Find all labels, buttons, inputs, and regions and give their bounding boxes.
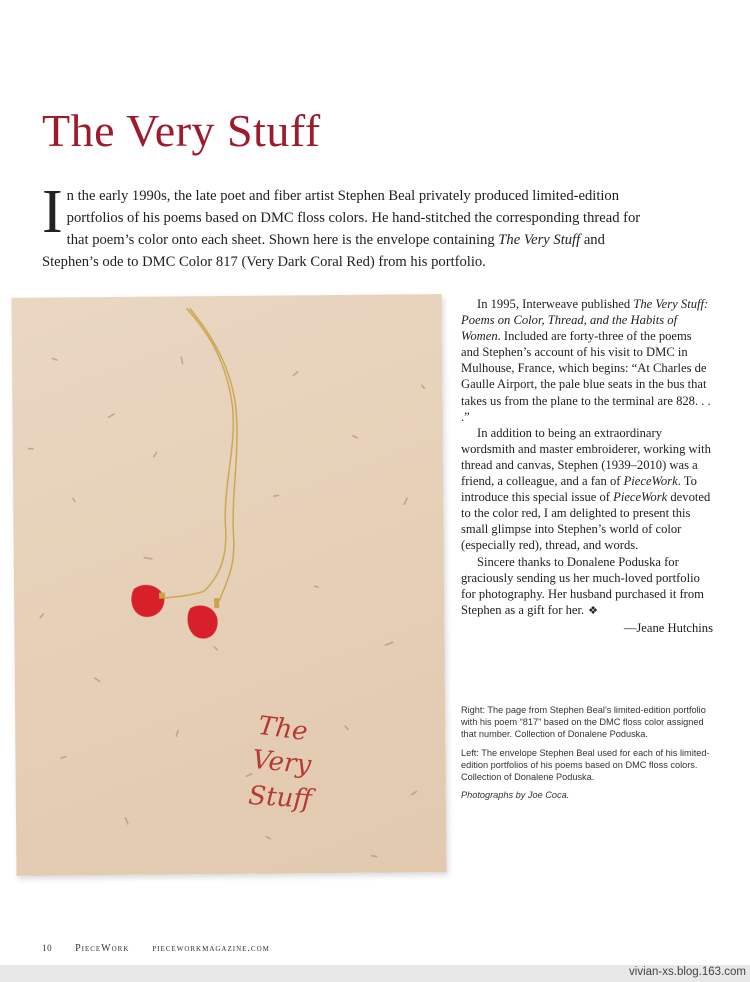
intro-paragraph	[42, 178, 642, 273]
p2-magazine-2: PieceWork	[613, 490, 668, 505]
watermark-bar	[0, 965, 750, 982]
red-tassels	[131, 584, 219, 639]
article-title: The Very Stuff	[42, 105, 321, 156]
end-mark-icon: ❖	[588, 604, 598, 617]
handwriting-line-1: The	[256, 710, 310, 748]
p1-text-b: . Included are forty-three of the poems and Stephen’s account of his visit to DMC in Mulhouse, France, which begins: “At Charles de Gaulle Airport, the pale blue seats in the bus that takes us from the plane to the terminal are 828. . . .”	[461, 329, 711, 424]
photo-captions	[461, 704, 713, 807]
envelope-photo	[0, 296, 450, 886]
magazine-name: PieceWork	[75, 943, 130, 954]
drop-cap: I	[42, 178, 63, 246]
watermark-text: vivian-xs.blog.163.com	[629, 966, 746, 978]
article-body	[461, 296, 713, 636]
p3-text: Sincere thanks to Donalene Poduska for graciously sending us her much-loved portfolio for photography. Her husband purchased it from Stephen as a gift for her.	[461, 554, 704, 617]
p1-text-a: In 1995, Interweave published	[477, 297, 634, 311]
photo-credit: Photographs by Joe Coca.	[461, 790, 570, 801]
page-number: 10	[42, 943, 53, 953]
p2-text-c: devoted to the color red, I am delighted to present this small glimpse into Stephen’s world of color (especially red), thread, and words.	[461, 490, 711, 553]
envelope	[11, 294, 446, 876]
body-paragraph-1	[461, 296, 713, 425]
intro-text-a: n the early 1990s, the late poet and fiber artist Stephen Beal privately produced limited-edition portfolios of his poems based on DMC floss colors. He hand-stitched the corresponding thread for that poem’s color onto each sheet. Shown here is the envelope containing	[66, 188, 641, 248]
magazine-url: pieceworkmagazine.com	[152, 943, 270, 954]
p1-book-title: The Very Stuff: Poems on Color, Thread, and the Habits of Women	[461, 297, 709, 344]
body-paragraph-3	[461, 554, 713, 619]
p2-text-a: In addition to being an extraordinary wordsmith and master embroiderer, working with thread and canvas, Stephen (1939–2010) was a friend, a colleague, and a fan of	[461, 425, 711, 489]
body-paragraph-2	[461, 425, 713, 554]
envelope-texture	[11, 294, 446, 876]
gold-thread	[160, 308, 239, 602]
p2-magazine-1: PieceWork	[623, 474, 678, 489]
p2-text-b: . To introduce this special issue of	[461, 474, 697, 505]
handwritten-title	[243, 701, 374, 822]
author-signature: —Jeane Hutchins	[623, 620, 713, 635]
intro-text-b: and Stephen’s ode to DMC Color 817 (Very Dark Coral Red) from his portfolio.	[42, 232, 605, 270]
intro-italic-title: The Very Stuff	[498, 232, 581, 248]
caption-left: Left: The envelope Stephen Beal used for each of his limited-edition portfolios of his poems based on DMC floss colors. Collection of Donalene Poduska.	[461, 747, 710, 783]
caption-right: Right: The page from Stephen Beal’s limited-edition portfolio with his poem “817” based on the DMC floss color assigned that number. Collection of Donalene Poduska.	[461, 705, 706, 740]
handwriting-line-3: Stuff	[247, 780, 313, 815]
handwriting-line-2: Very	[250, 744, 313, 781]
page-footer	[42, 943, 442, 954]
